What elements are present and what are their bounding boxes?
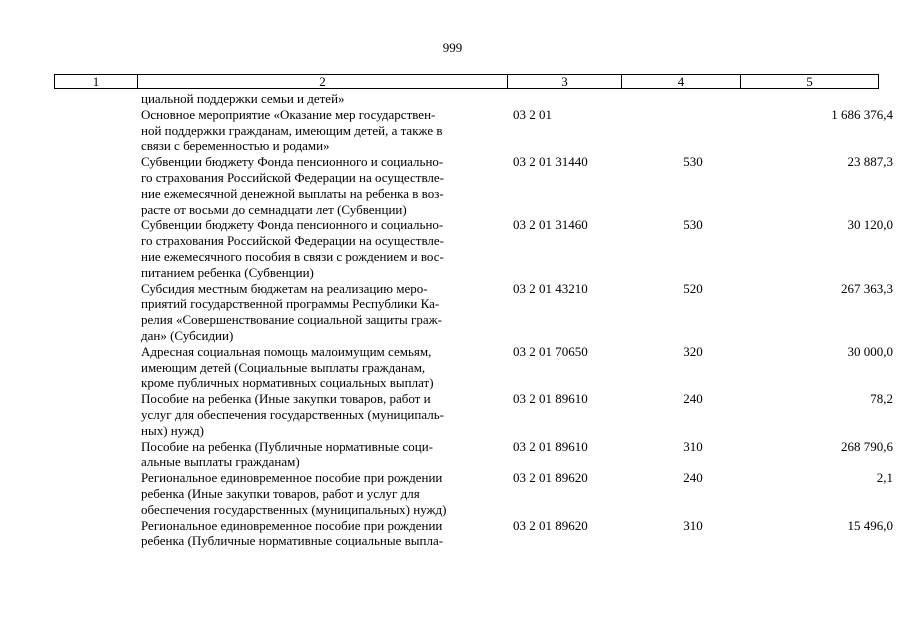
row-code: 03 2 01 43210 xyxy=(513,280,588,296)
row-expense-type xyxy=(633,91,753,107)
table-body xyxy=(0,91,905,549)
row-expense-type: 310 xyxy=(683,517,703,533)
row-name-line: дан» (Субсидии) xyxy=(141,327,234,343)
row-amount: 2,1 xyxy=(876,470,893,486)
row-code: 03 2 01 xyxy=(513,106,552,122)
table-row xyxy=(0,470,905,517)
row-name xyxy=(141,518,500,550)
row-name-line: Пособие на ребенка (Публичные нормативные соци- xyxy=(141,438,433,454)
row-name-line: Субвенции бюджету Фонда пенсионного и социально- xyxy=(141,154,444,170)
row-expense-type xyxy=(633,107,753,154)
row-name-line: обеспечения государственных (муниципальных) нужд) xyxy=(141,501,447,517)
row-expense-type: 530 xyxy=(683,217,703,233)
row-name-line: ребенка (Публичные нормативные социальные выпла- xyxy=(141,533,444,549)
table-row xyxy=(0,154,905,217)
row-name-line: ние ежемесячного пособия в связи с рождением и вос- xyxy=(141,248,444,264)
row-name xyxy=(141,154,500,217)
header-col-4: 4 xyxy=(621,75,740,88)
row-name xyxy=(141,217,500,280)
page-number: 999 xyxy=(442,40,463,55)
table-row xyxy=(0,391,905,438)
row-amount: 267 363,3 xyxy=(841,280,893,296)
row-code: 03 2 01 89620 xyxy=(513,470,588,486)
row-name-line: ных) нужд) xyxy=(141,422,204,438)
row-name-line: ной поддержки гражданам, имеющим детей, а также в xyxy=(141,122,443,138)
row-amount: 30 120,0 xyxy=(847,217,893,233)
row-name-line: го страхования Российской Федерации на осуществле- xyxy=(141,169,444,185)
table-header xyxy=(54,74,879,89)
row-name-line: связи с беременностью и родами» xyxy=(141,138,330,154)
header-col-5: 5 xyxy=(740,75,878,88)
table-row xyxy=(0,217,905,280)
row-expense-type: 520 xyxy=(683,280,703,296)
row-code: 03 2 01 70650 xyxy=(513,343,588,359)
row-name-line: релия «Совершенствование социальной защиты граж- xyxy=(141,312,442,328)
row-expense-type: 240 xyxy=(683,391,703,407)
row-name-line: Основное мероприятие «Оказание мер государствен- xyxy=(141,106,436,122)
row-amount xyxy=(753,91,893,107)
row-name-line: услуг для обеспечения государственных (муниципаль- xyxy=(141,406,444,422)
row-code: 03 2 01 31440 xyxy=(513,154,588,170)
header-col-2: 2 xyxy=(137,75,507,88)
row-name-line: Региональное единовременное пособие при рождении xyxy=(141,517,443,533)
row-name-line: приятий государственной программы Республики Ка- xyxy=(141,296,440,312)
table-row xyxy=(0,344,905,391)
row-amount: 268 790,6 xyxy=(841,438,893,454)
row-name xyxy=(141,391,500,438)
row-name-line: кроме публичных нормативных социальных выплат) xyxy=(141,375,434,391)
row-name-line: имеющим детей (Социальные выплаты гражданам, xyxy=(141,359,426,375)
row-code xyxy=(513,91,633,107)
row-name-line: циальной поддержки семьи и детей» xyxy=(141,91,345,106)
row-amount: 30 000,0 xyxy=(847,343,893,359)
row-name-line: ние ежемесячной денежной выплаты на ребенка в воз- xyxy=(141,185,444,201)
row-name-line: Пособие на ребенка (Иные закупки товаров, работ и xyxy=(141,391,431,407)
row-amount: 78,2 xyxy=(870,391,893,407)
row-code: 03 2 01 31460 xyxy=(513,217,588,233)
row-amount: 23 887,3 xyxy=(847,154,893,170)
row-name xyxy=(141,344,500,391)
row-name-line: расте от восьми до семнадцати лет (Субвенции) xyxy=(141,201,407,217)
row-expense-type: 240 xyxy=(683,470,703,486)
row-name xyxy=(141,281,500,344)
header-col-3: 3 xyxy=(507,75,621,88)
table-row xyxy=(0,107,905,154)
row-code: 03 2 01 89610 xyxy=(513,391,588,407)
row-name-line: Субсидия местным бюджетам на реализацию меро- xyxy=(141,280,428,296)
row-amount: 15 496,0 xyxy=(847,517,893,533)
row-code: 03 2 01 89610 xyxy=(513,438,588,454)
table-row xyxy=(0,91,905,107)
row-name-line: Региональное единовременное пособие при рождении xyxy=(141,470,443,486)
row-expense-type: 530 xyxy=(683,154,703,170)
row-code: 03 2 01 89620 xyxy=(513,517,588,533)
row-name-line: Субвенции бюджету Фонда пенсионного и социально- xyxy=(141,217,444,233)
row-expense-type: 320 xyxy=(683,343,703,359)
table-row xyxy=(0,518,905,550)
row-name-line: питанием ребенка (Субвенции) xyxy=(141,264,314,280)
table-row xyxy=(0,281,905,344)
row-name-line: Адресная социальная помощь малоимущим семьям, xyxy=(141,343,432,359)
row-name xyxy=(141,439,500,471)
row-name-line: го страхования Российской Федерации на осуществле- xyxy=(141,233,444,249)
row-name-line: альные выплаты гражданам) xyxy=(141,454,300,470)
row-name xyxy=(141,107,500,154)
row-expense-type: 310 xyxy=(683,438,703,454)
row-amount: 1 686 376,4 xyxy=(831,106,893,122)
row-name xyxy=(141,470,500,517)
table-row xyxy=(0,439,905,471)
row-name-line: ребенка (Иные закупки товаров, работ и услуг для xyxy=(141,485,420,501)
header-col-1: 1 xyxy=(92,74,100,89)
row-name xyxy=(141,91,500,107)
